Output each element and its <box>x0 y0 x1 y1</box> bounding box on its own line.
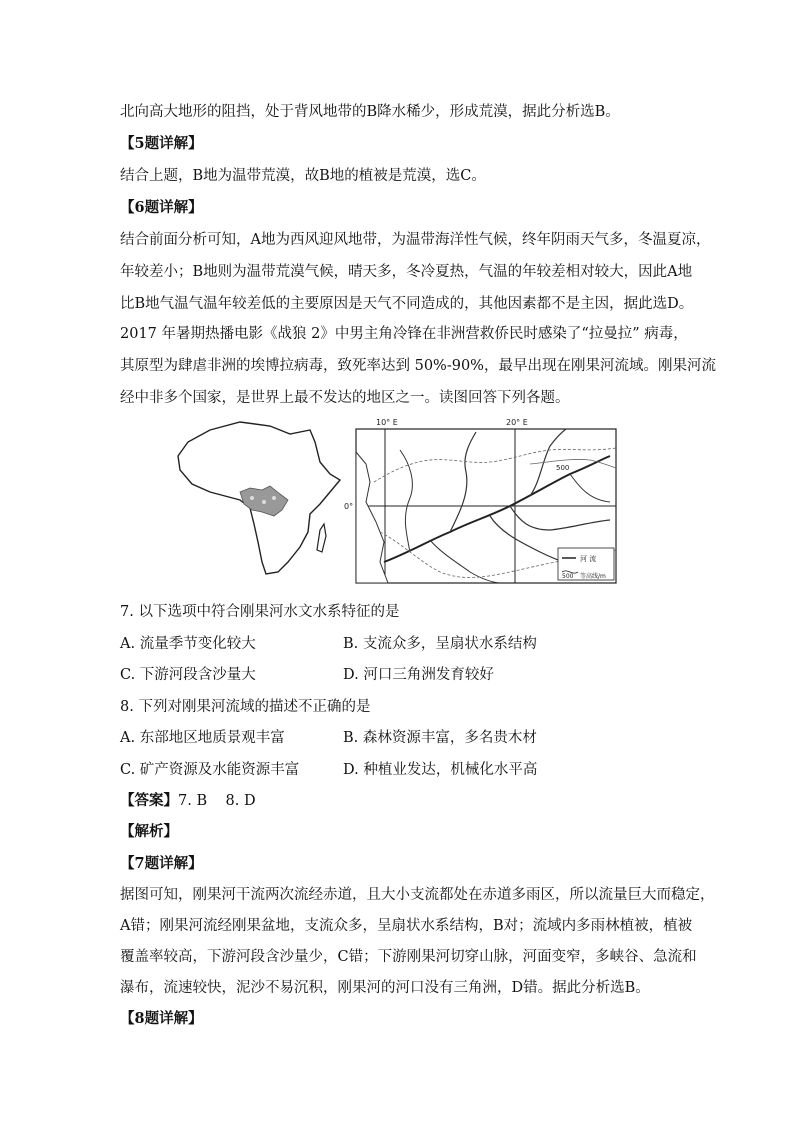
option-8b: B. 森林资源丰富，多名贵木材 <box>343 730 537 746</box>
africa-map <box>178 422 340 574</box>
section-heading-q8: 【8题详解】 <box>120 1010 203 1027</box>
option-8d: D. 种植业发达，机械化水平高 <box>343 762 538 778</box>
answer-label: 【答案】 <box>120 792 178 809</box>
section-heading-q5: 【5题详解】 <box>120 135 203 152</box>
paragraph-line: 比B地气温气温年较差低的主要原因是天气不同造成的，其他因素都不是主因，据此选D。 <box>120 296 694 312</box>
option-7b: B. 支流众多，呈扇状水系结构 <box>343 636 537 652</box>
longitude-label-20e: 20° E <box>506 418 528 427</box>
paragraph-line: 北向高大地形的阻挡，处于背风地带的B降水稀少，形成荒漠，据此分析选B。 <box>120 104 620 120</box>
section-heading-q7: 【7题详解】 <box>120 855 203 872</box>
latitude-label-equator: 0° <box>344 502 354 511</box>
paragraph-line: 覆盖率较高，下游河段含沙量少，C错；下游刚果河切穿山脉，河面变窄，多峡谷、急流和 <box>120 949 697 965</box>
option-7c: C. 下游河段含沙量大 <box>120 667 256 683</box>
paragraph-line: 瀑布，流速较快，泥沙不易沉积，刚果河的河口没有三角洲，D错。据此分析选B。 <box>120 980 650 996</box>
contour-value-label: 500 <box>556 464 570 472</box>
analysis-heading: 【解析】 <box>120 823 178 840</box>
paragraph-line: 据图可知，刚果河干流两次流经赤道，且大小支流都处在赤道多雨区，所以流量巨大而稳定， <box>120 887 715 903</box>
congo-river-map <box>356 429 616 583</box>
paragraph-line: 经中非多个国家，是世界上最不发达的地区之一。读图回答下列各题。 <box>120 390 570 406</box>
answer-value: 7. B 8. D <box>178 793 256 809</box>
legend-contour-label: 等高线/m <box>580 573 606 580</box>
paragraph-line: 年较差小；B地则为温带荒漠气候，晴天多，冬冷夏热，气温的年较差相对较大，因此A地 <box>120 264 693 280</box>
paragraph-line: 结合上题，B地为温带荒漠，故B地的植被是荒漠，选C。 <box>120 168 486 184</box>
answer-line <box>120 791 256 811</box>
longitude-label-10e: 10° E <box>376 418 398 427</box>
paragraph-line: A错；刚果河流经刚果盆地，支流众多，呈扇状水系结构，B对；流域内多雨林植被，植被 <box>120 918 693 934</box>
section-heading-q6: 【6题详解】 <box>120 199 203 216</box>
option-7d: D. 河口三角洲发育较好 <box>343 667 494 683</box>
legend-river-label: 河 流 <box>580 555 597 563</box>
paragraph-line: 结合前面分析可知，A地为西风迎风地带，为温带海洋性气候，终年阴雨天气多，冬温夏凉， <box>120 232 711 248</box>
maps-svg <box>170 412 620 587</box>
question-8: 8. 下列对刚果河流域的描述不正确的是 <box>120 699 371 715</box>
option-8c: C. 矿产资源及水能资源丰富 <box>120 762 300 778</box>
option-7a: A. 流量季节变化较大 <box>120 636 256 652</box>
question-7: 7. 以下选项中符合刚果河水文水系特征的是 <box>120 604 400 620</box>
option-8a: A. 东部地区地质景观丰富 <box>120 730 285 746</box>
legend-contour-value: 500 <box>562 573 574 580</box>
paragraph-line: 其原型为肆虐非洲的埃博拉病毒，致死率达到 50%-90%，最早出现在刚果河流域。刚果河流 <box>120 358 716 374</box>
figure-maps <box>170 412 620 587</box>
paragraph-line: 2017 年暑期热播电影《战狼 2》中男主角冷锋在非洲营救侨民时感染了“拉曼拉” 病毒， <box>120 326 688 342</box>
